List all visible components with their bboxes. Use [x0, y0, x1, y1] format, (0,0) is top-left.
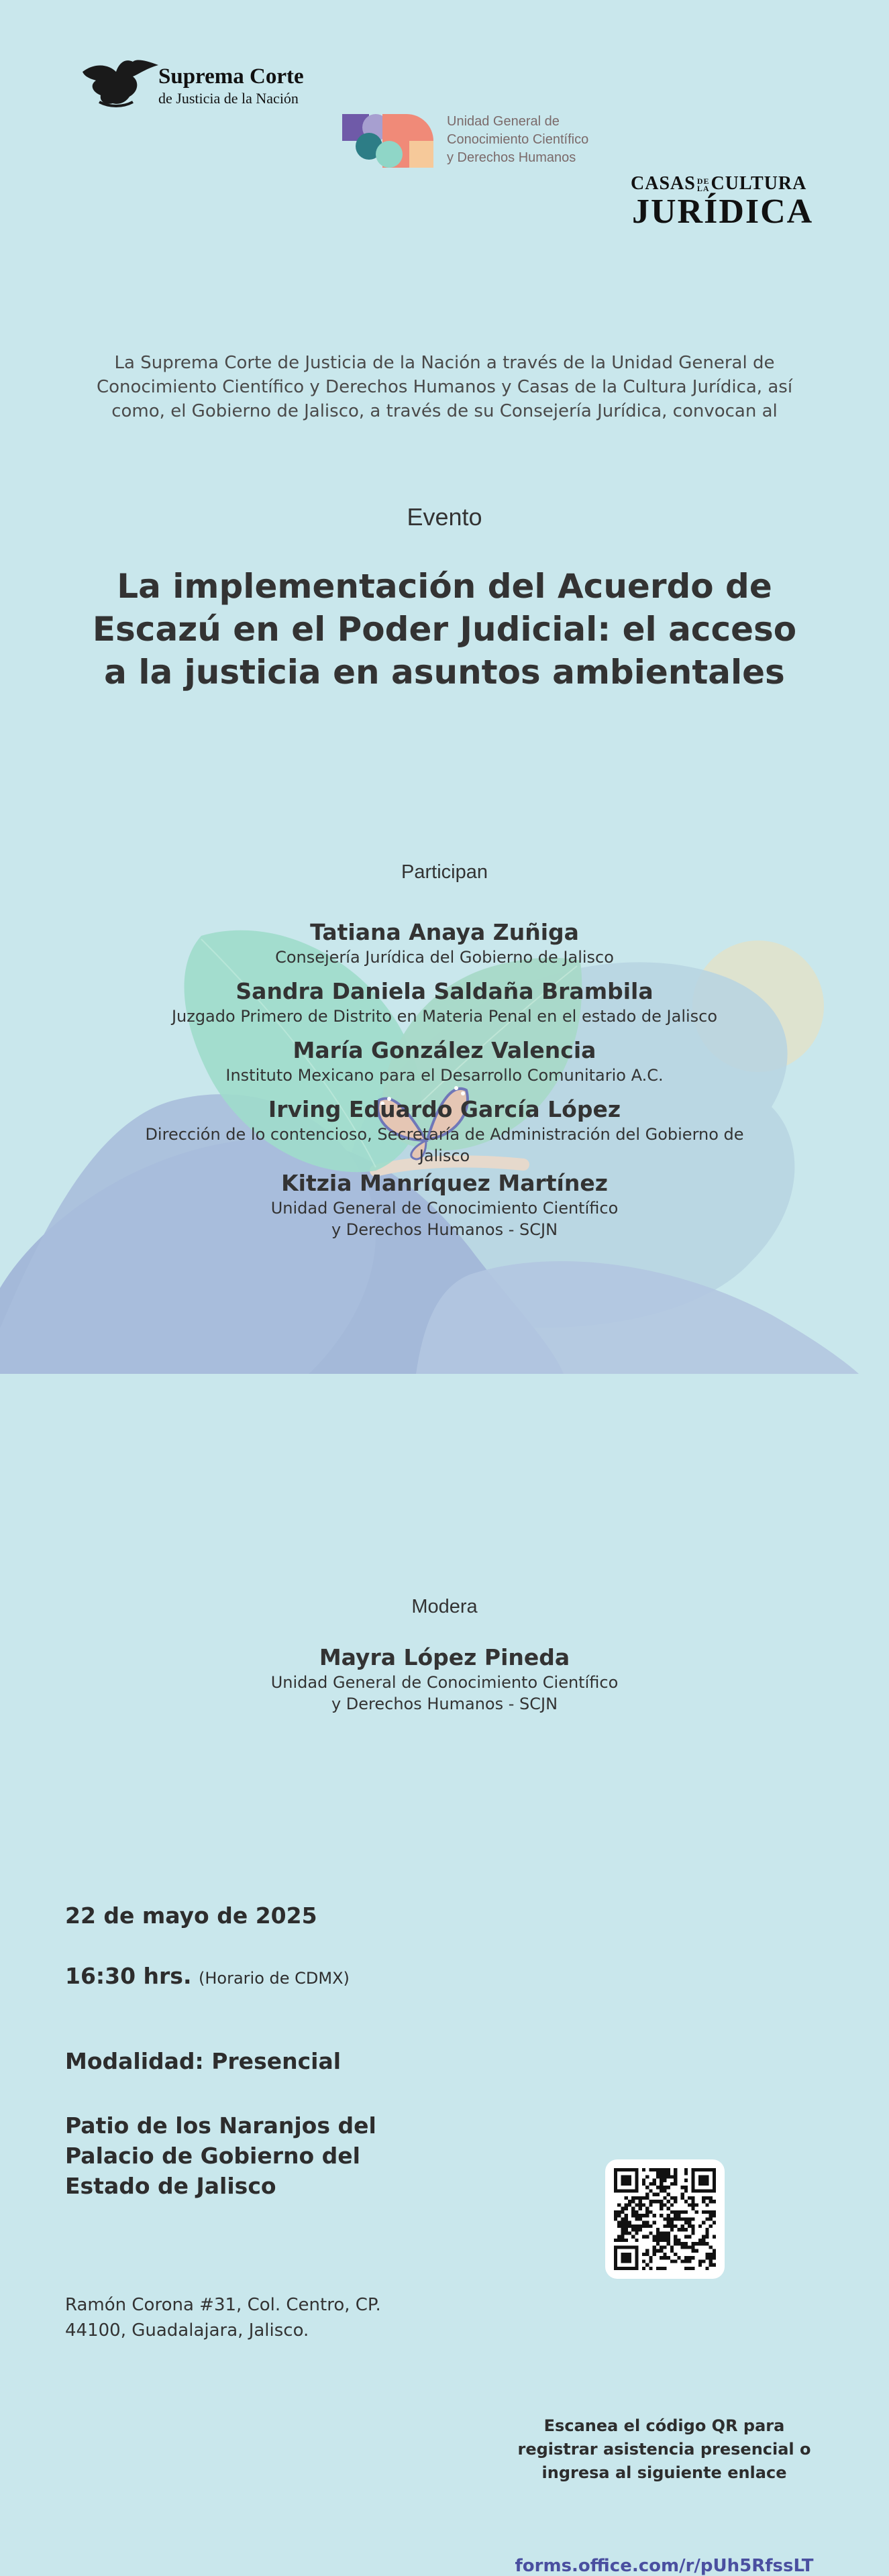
qr-instructions-line: ingresa al siguiente enlace [541, 2463, 787, 2482]
participant-item [101, 1095, 788, 1167]
title-line: a la justicia en asuntos ambientales [104, 653, 785, 692]
participant-item [101, 918, 788, 968]
moderator-name: Mayra López Pineda [319, 1644, 570, 1670]
participant-name: Kitzia Manríquez Martínez [281, 1170, 608, 1196]
venue-line: Estado de Jalisco [65, 2173, 276, 2199]
qr-instructions-line: registrar asistencia presencial o [517, 2440, 811, 2459]
ugc-logo-icon [342, 113, 433, 169]
participant-org: Instituto Mexicano para el Desarrollo Comunitario A.C. [225, 1066, 664, 1085]
scjn-logo-line1: Suprema Corte [158, 64, 304, 89]
event-modality: Modalidad: Presencial [65, 2048, 342, 2074]
ugc-logo-line1: Unidad General de [447, 114, 560, 129]
casas-de: DE [696, 176, 710, 186]
participant-item [101, 1036, 788, 1086]
casas-la: LA [696, 183, 710, 193]
event-address [65, 2292, 414, 2343]
moderator-heading: Modera [411, 1596, 478, 1617]
scjn-logo [79, 55, 304, 115]
eagle-emblem-icon [79, 55, 160, 109]
participant-item [101, 977, 788, 1027]
participant-name: Sandra Daniela Saldaña Brambila [236, 978, 653, 1004]
qr-instructions-line: Escanea el código QR para [543, 2416, 785, 2435]
ugc-logo-line3: y Derechos Humanos [447, 150, 576, 165]
moderator-org: Unidad General de Conocimiento Científico [270, 1673, 619, 1692]
cultura-word: CULTURA [711, 173, 807, 194]
participant-name: Irving Eduardo García López [268, 1096, 621, 1122]
intro-line: La Suprema Corte de Justicia de la Nación a través de la Unidad General de [114, 353, 775, 373]
scjn-logo-line2: de Justicia de la Nación [158, 90, 299, 107]
moderator-org: y Derechos Humanos - SCJN [331, 1695, 558, 1713]
venue-line: Palacio de Gobierno del [65, 2143, 360, 2169]
casas-word: CASAS [631, 173, 696, 194]
casas-cultura-logo [631, 172, 812, 232]
blob-bottom-right [416, 1261, 859, 1374]
event-title [67, 565, 822, 694]
participants-list [101, 918, 788, 1240]
participant-name: Tatiana Anaya Zuñiga [310, 919, 579, 945]
participants-heading: Participan [401, 861, 488, 883]
title-line: Escazú en el Poder Judicial: el acceso [92, 610, 797, 649]
venue-line: Patio de los Naranjos del [65, 2112, 376, 2139]
event-time-value: 16:30 hrs. [65, 1963, 192, 1989]
qr-code[interactable] [605, 2159, 725, 2279]
participant-org: Jalisco [419, 1146, 470, 1165]
participant-item [101, 1169, 788, 1240]
intro-line: como, el Gobierno de Jalisco, a través de su Consejería Jurídica, convocan al [111, 401, 778, 421]
juridica-word: JURÍDICA [632, 193, 814, 231]
event-date: 22 de mayo de 2025 [65, 1902, 317, 1929]
registration-link[interactable]: forms.office.com/r/pUh5RfssLT [515, 2556, 814, 2576]
intro-line: Conocimiento Científico y Derechos Humanos y Casas de la Cultura Jurídica, así [96, 377, 793, 397]
address-line: Ramón Corona #31, Col. Centro, CP. [65, 2295, 381, 2315]
event-venue [65, 2110, 380, 2201]
qr-code-icon [614, 2168, 716, 2270]
moderator-item [101, 1644, 788, 1715]
title-line: La implementación del Acuerdo de [117, 567, 772, 606]
qr-instructions [500, 2414, 829, 2485]
event-label: Evento [407, 503, 482, 531]
ugc-logo-line2: Conocimiento Científico [447, 132, 589, 147]
participant-org: Juzgado Primero de Distrito en Materia Penal en el estado de Jalisco [171, 1007, 718, 1026]
event-timezone: (Horario de CDMX) [198, 1969, 350, 1988]
participant-org: Unidad General de Conocimiento Científico [270, 1199, 619, 1218]
address-line: 44100, Guadalajara, Jalisco. [65, 2320, 309, 2341]
participant-org: y Derechos Humanos - SCJN [331, 1220, 558, 1239]
participant-org: Consejería Jurídica del Gobierno de Jalisco [275, 948, 614, 967]
ugc-logo [342, 113, 590, 173]
intro-paragraph [67, 351, 822, 423]
event-time [65, 1962, 889, 1993]
participant-org: Dirección de lo contencioso, Secretaría de Administración del Gobierno de [145, 1125, 744, 1144]
participant-name: María González Valencia [293, 1037, 596, 1063]
